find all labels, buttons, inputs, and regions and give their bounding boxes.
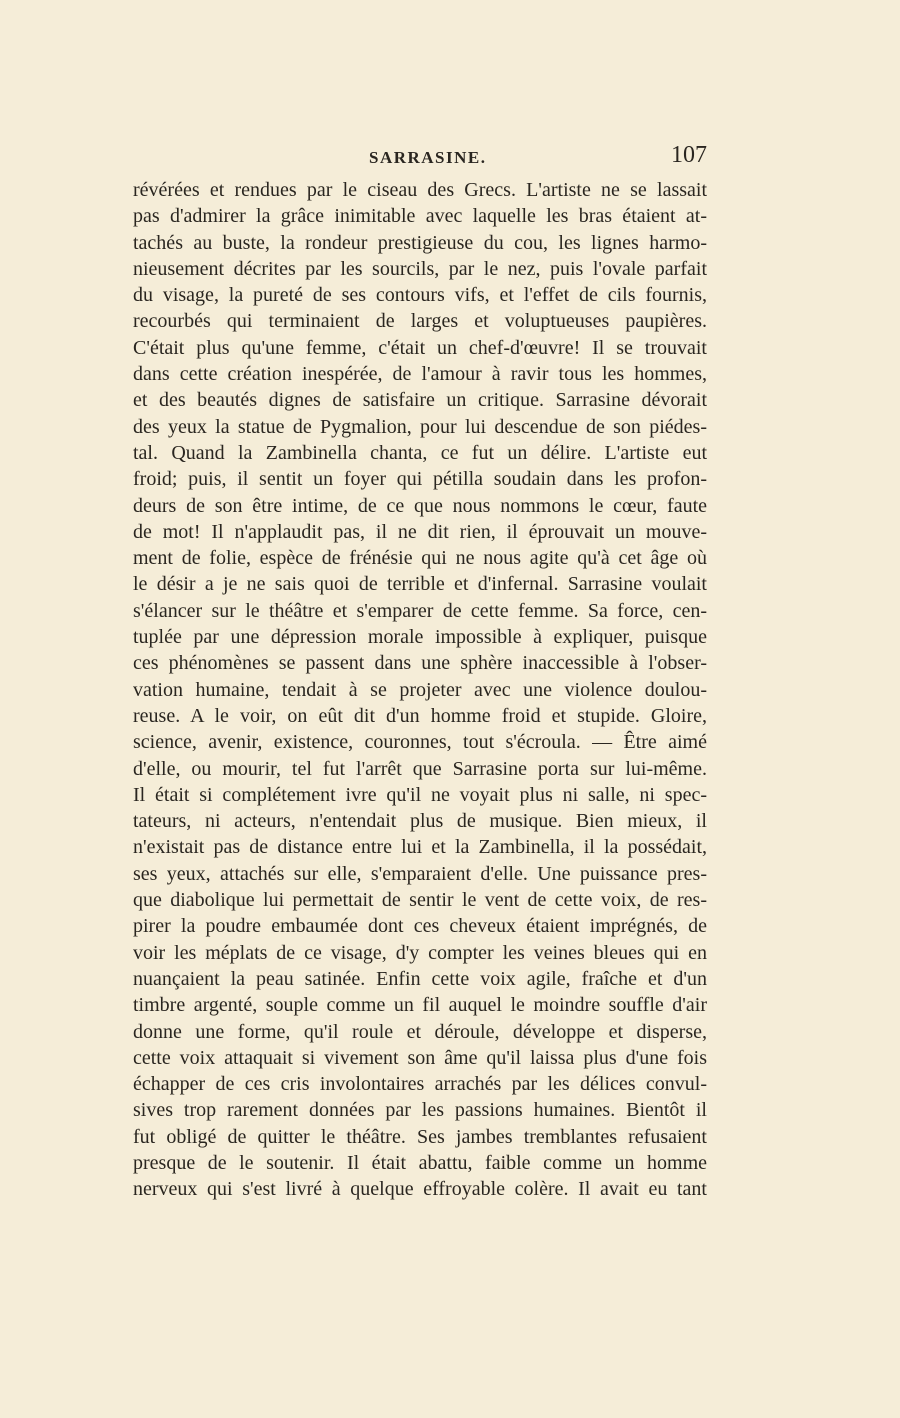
text-line: échapper de ces cris involontaires arrachés par les délices convul- bbox=[133, 1073, 707, 1096]
text-line: que diabolique lui permettait de sentir le vent de cette voix, de res- bbox=[133, 889, 707, 912]
text-line: et des beautés dignes de satisfaire un critique. Sarrasine dévorait bbox=[133, 389, 707, 412]
page-header bbox=[133, 144, 707, 174]
text-line: Il était si complétement ivre qu'il ne voyait plus ni salle, ni spec- bbox=[133, 783, 707, 806]
page-number: 107 bbox=[671, 142, 707, 168]
text-line: pirer la poudre embaumée dont ces cheveux étaient imprégnés, de bbox=[133, 915, 707, 938]
text-line: n'existait pas de distance entre lui et la Zambinella, il la possédait, bbox=[133, 836, 707, 859]
text-line: ces phénomènes se passent dans une sphère inaccessible à l'obser- bbox=[133, 652, 707, 675]
text-line: presque de le soutenir. Il était abattu, faible comme un homme bbox=[133, 1151, 707, 1174]
text-line: d'elle, ou mourir, tel fut l'arrêt que Sarrasine porta sur lui-même. bbox=[133, 757, 707, 780]
text-line: ses yeux, attachés sur elle, s'emparaient d'elle. Une puissance pres- bbox=[133, 862, 707, 885]
text-line: tuplée par une dépression morale impossible à expliquer, puisque bbox=[133, 626, 707, 649]
text-line: deurs de son être intime, de ce que nous nommons le cœur, faute bbox=[133, 494, 707, 517]
text-line: C'était plus qu'une femme, c'était un chef-d'œuvre! Il se trouvait bbox=[133, 336, 707, 359]
text-line: nieusement décrites par les sourcils, par le nez, puis l'ovale parfait bbox=[133, 257, 707, 280]
text-line: ment de folie, espèce de frénésie qui ne nous agite qu'à cet âge où bbox=[133, 547, 707, 570]
text-line: recourbés qui terminaient de larges et voluptueuses paupières. bbox=[133, 310, 707, 333]
text-line: de mot! Il n'applaudit pas, il ne dit rien, il éprouvait un mouve- bbox=[133, 520, 707, 543]
text-line: reuse. A le voir, on eût dit d'un homme froid et stupide. Gloire, bbox=[133, 704, 707, 727]
text-line: révérées et rendues par le ciseau des Grecs. L'artiste ne se lassait bbox=[133, 179, 707, 201]
text-line: vation humaine, tendait à se projeter avec une violence doulou- bbox=[133, 678, 707, 701]
text-line: des yeux la statue de Pygmalion, pour lui descendue de son piédes- bbox=[133, 415, 707, 438]
text-line: froid; puis, il sentit un foyer qui pétilla soudain dans les profon- bbox=[133, 468, 707, 491]
text-line: s'élancer sur le théâtre et s'emparer de cette femme. Sa force, cen- bbox=[133, 599, 707, 622]
text-line: sives trop rarement données par les passions humaines. Bientôt il bbox=[133, 1099, 707, 1122]
text-line: science, avenir, existence, couronnes, tout s'écroula. — Être aimé bbox=[133, 731, 707, 754]
text-line: le désir a je ne sais quoi de terrible et d'infernal. Sarrasine voulait bbox=[133, 573, 707, 596]
body-text bbox=[133, 177, 707, 1203]
running-head: SARRASINE. bbox=[369, 148, 487, 167]
text-line: nerveux qui s'est livré à quelque effroyable colère. Il avait eu tant bbox=[133, 1178, 707, 1201]
text-line: fut obligé de quitter le théâtre. Ses jambes tremblantes refusaient bbox=[133, 1125, 707, 1148]
text-line: cette voix attaquait si vivement son âme qu'il laissa plus d'une fois bbox=[133, 1046, 707, 1069]
text-line: nuançaient la peau satinée. Enfin cette voix agile, fraîche et d'un bbox=[133, 967, 707, 990]
text-line: donne une forme, qu'il roule et déroule, développe et disperse, bbox=[133, 1020, 707, 1043]
text-line: voir les méplats de ce visage, d'y compter les veines bleues qui en bbox=[133, 941, 707, 964]
text-line: timbre argenté, souple comme un fil auquel le moindre souffle d'air bbox=[133, 994, 707, 1017]
text-line: tateurs, ni acteurs, n'entendait plus de musique. Bien mieux, il bbox=[133, 810, 707, 833]
text-line: tachés au buste, la rondeur prestigieuse du cou, les lignes harmo- bbox=[133, 231, 707, 254]
text-line: tal. Quand la Zambinella chanta, ce fut un délire. L'artiste eut bbox=[133, 441, 707, 464]
text-line: dans cette création inespérée, de l'amour à ravir tous les hommes, bbox=[133, 363, 707, 386]
text-line: pas d'admirer la grâce inimitable avec laquelle les bras étaient at- bbox=[133, 205, 707, 228]
text-line: du visage, la pureté de ses contours vifs, et l'effet de cils fournis, bbox=[133, 284, 707, 307]
